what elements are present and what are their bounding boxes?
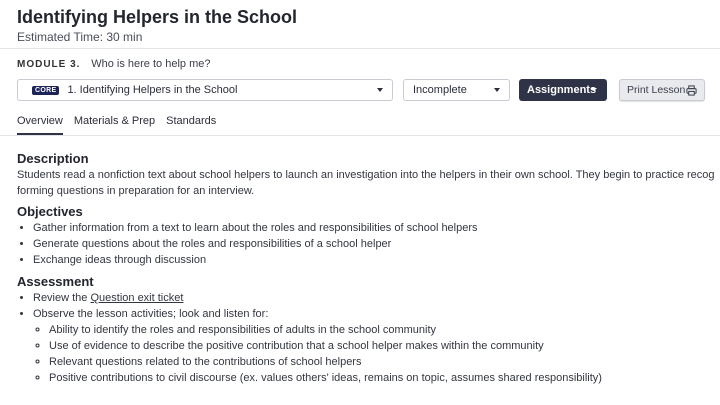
tab-materials-prep[interactable]: Materials & Prep: [73, 115, 156, 127]
question-exit-ticket-link[interactable]: Question exit ticket: [90, 292, 184, 304]
status-select[interactable]: [403, 79, 510, 101]
assessment-list: [17, 290, 720, 386]
divider: [0, 48, 720, 49]
list-item: • Exchange ideas through discussion: [33, 252, 720, 268]
tab-overview[interactable]: Overview: [17, 115, 63, 135]
core-badge: CORE: [32, 86, 59, 95]
estimated-time: Estimated Time: 30 min: [17, 30, 143, 44]
description-heading: Description: [17, 151, 89, 166]
print-lesson-button[interactable]: [619, 79, 705, 101]
printer-icon: [686, 85, 697, 96]
overview-content: [17, 151, 720, 386]
tabs-divider: [0, 135, 720, 136]
assessment-heading: Assessment: [17, 274, 94, 289]
assignments-label: Assignments: [527, 84, 597, 96]
list-item: [33, 290, 720, 306]
observe-text: Observe the lesson activities; look and listen for:: [33, 308, 269, 320]
objectives-list: [17, 220, 720, 268]
print-lesson-label: Print Lesson: [627, 84, 686, 96]
list-item: • Gather information from a text to learn about the roles and responsibilities of school helpers: [33, 220, 720, 236]
lesson-header: [17, 6, 297, 44]
objectives-heading: Objectives: [17, 204, 83, 219]
list-item: • Generate questions about the roles and responsibilities of a school helper: [33, 236, 720, 252]
list-item: ◦ Use of evidence to describe the positive contribution that a school helper makes within the community: [49, 338, 720, 354]
description-line-1: Students read a nonfiction text about school helpers to launch an investigation into the helpers in their own school. They begin to practice recog: [17, 169, 715, 181]
review-prefix: Review the: [33, 292, 91, 304]
module-question: Who is here to help me?: [91, 58, 211, 70]
tab-standards[interactable]: Standards: [166, 115, 217, 127]
list-item: ◦ Positive contributions to civil discourse (ex. values others' ideas, remains on topic, assumes shared responsibility): [49, 370, 720, 386]
list-item: ◦ Ability to identify the roles and responsibilities of adults in the school community: [49, 322, 720, 338]
module-line: [17, 58, 210, 70]
lesson-select[interactable]: [17, 79, 393, 101]
chevron-down-icon: [494, 88, 500, 92]
status-select-value: Incomplete: [413, 84, 467, 96]
lesson-tabs: [17, 115, 227, 135]
list-item: ◦ Relevant questions related to the contributions of school helpers: [49, 354, 720, 370]
observe-sublist: [33, 322, 720, 386]
lesson-select-value: 1. Identifying Helpers in the School: [67, 84, 238, 96]
description-line-2: forming questions in preparation for an interview.: [17, 185, 255, 197]
list-item: [33, 306, 720, 386]
chevron-down-icon: [591, 88, 597, 91]
page-title: Identifying Helpers in the School: [17, 7, 298, 27]
assignments-button[interactable]: [519, 79, 607, 101]
module-label: MODULE 3.: [17, 59, 81, 70]
chevron-down-icon: [377, 88, 383, 92]
